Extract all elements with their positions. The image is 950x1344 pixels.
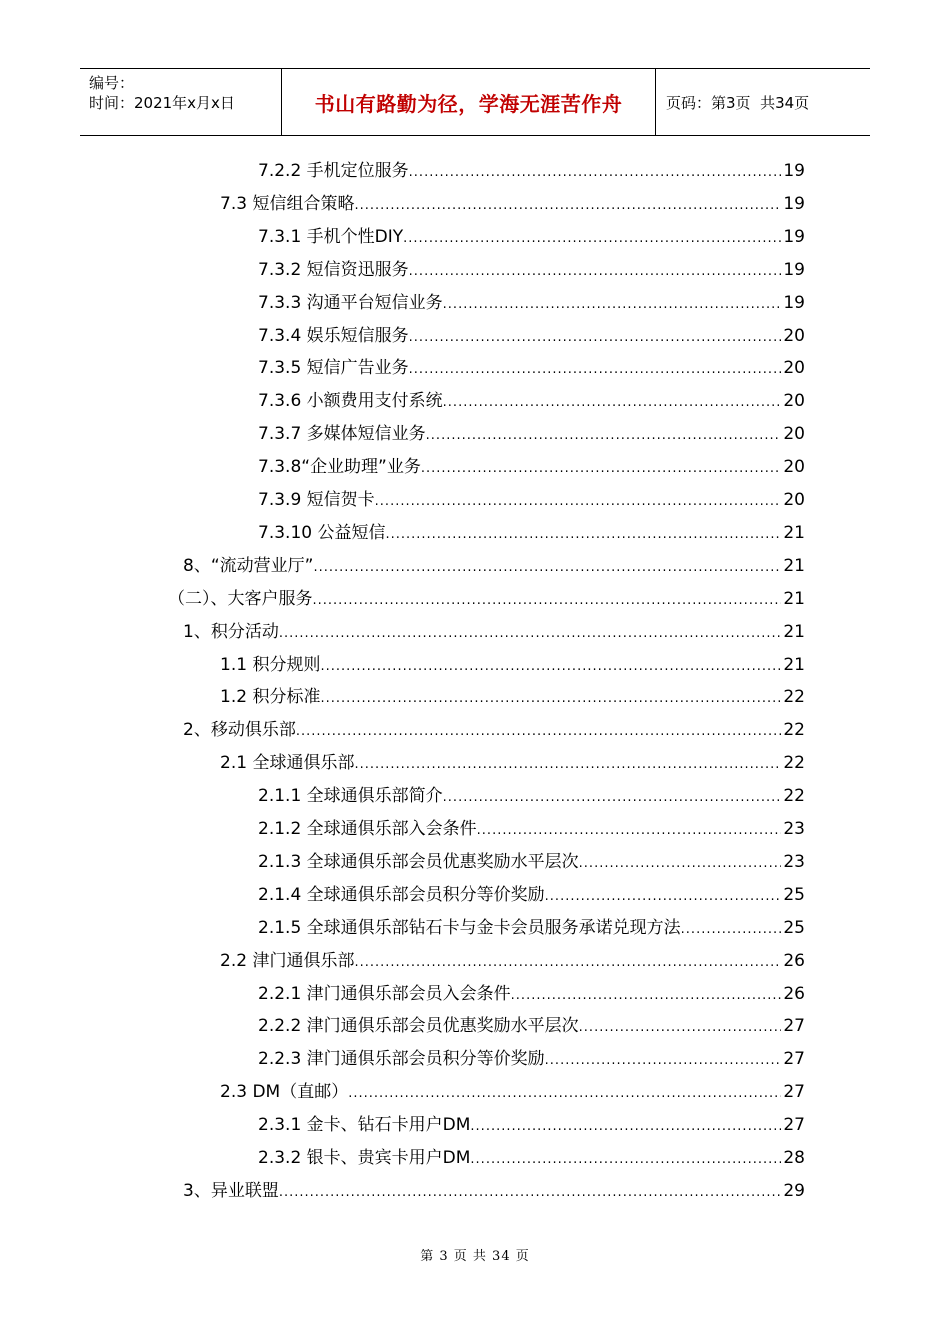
toc-entry[interactable] (258, 780, 805, 813)
toc-entry[interactable] (220, 188, 805, 221)
toc-entry-page: 22 (783, 786, 805, 807)
toc-entry-title: 7.3.10 公益短信 (258, 522, 386, 543)
toc-entry-title: 7.3.3 沟通平台短信业务 (258, 292, 443, 313)
toc-entry-page: 22 (783, 720, 805, 741)
toc-entry-page: 19 (783, 193, 805, 214)
toc-entry-page: 29 (783, 1180, 805, 1201)
code-label: 编号： (89, 74, 135, 92)
toc-entry[interactable] (258, 912, 805, 945)
toc-dot-leader (403, 222, 781, 255)
toc-entry-title: 2.1.5 全球通俱乐部钻石卡与金卡会员服务承诺兑现方法 (258, 917, 681, 938)
toc-entry[interactable] (258, 352, 805, 385)
toc-entry[interactable] (258, 254, 805, 287)
toc-entry-page: 23 (783, 851, 805, 872)
toc-entry-page: 21 (783, 621, 805, 642)
toc-entry-page: 26 (783, 950, 805, 971)
toc-entry-title: （二）、大客户服务 (168, 588, 313, 609)
toc-entry-page: 22 (783, 687, 805, 708)
toc-entry[interactable] (258, 451, 805, 484)
toc-entry[interactable] (220, 649, 805, 682)
toc-entry-page: 19 (783, 226, 805, 247)
toc-dot-leader (409, 321, 782, 354)
toc-dot-leader (385, 518, 781, 551)
toc-entry[interactable] (258, 813, 805, 846)
header-page-info (656, 69, 870, 135)
toc-dot-leader (426, 419, 782, 452)
toc-entry-title: 3、异业联盟 (183, 1180, 279, 1201)
toc-entry[interactable] (258, 418, 805, 451)
toc-dot-leader (409, 353, 782, 386)
toc-entry-title: 2.3.1 金卡、钻石卡用户DM (258, 1115, 471, 1136)
toc-entry-title: 2.1 全球通俱乐部 (220, 753, 355, 774)
toc-dot-leader (511, 979, 782, 1012)
toc-entry-page: 27 (783, 1016, 805, 1037)
toc-dot-leader (375, 485, 782, 518)
toc-entry[interactable] (258, 879, 805, 912)
toc-entry-title: 7.3.7 多媒体短信业务 (258, 424, 426, 445)
toc-entry-title: 2.1.3 全球通俱乐部会员优惠奖励水平层次 (258, 851, 579, 872)
toc-entry-title: 2.1.4 全球通俱乐部会员积分等价奖励 (258, 884, 545, 905)
toc-entry-title: 7.3.2 短信资迅服务 (258, 259, 409, 280)
toc-entry-page: 21 (783, 555, 805, 576)
toc-entry-title: 7.3.1 手机个性DIY (258, 226, 404, 247)
toc-dot-leader (579, 847, 782, 880)
toc-entry[interactable] (258, 517, 805, 550)
toc-entry[interactable] (220, 747, 805, 780)
toc-dot-leader (477, 814, 782, 847)
page-footer (0, 1245, 950, 1264)
toc-entry[interactable] (183, 1175, 805, 1208)
toc-entry-page: 27 (783, 1082, 805, 1103)
toc-dot-leader (279, 617, 782, 650)
toc-entry-page: 20 (783, 490, 805, 510)
toc-dot-leader (320, 682, 781, 715)
toc-entry[interactable] (258, 1142, 805, 1175)
toc-entry-title: 2.2.3 津门通俱乐部会员积分等价奖励 (258, 1049, 545, 1070)
toc-entry[interactable] (220, 1076, 805, 1109)
toc-entry-page: 21 (783, 522, 805, 543)
toc-entry-title: 7.3.6 小额费用支付系统 (258, 391, 443, 412)
toc-entry[interactable] (258, 1109, 805, 1142)
toc-entry-title: 2.3.2 银卡、贵宾卡用户DM (258, 1148, 471, 1168)
toc-entry-title: 2.1.2 全球通俱乐部入会条件 (258, 819, 477, 839)
toc-entry-page: 20 (783, 391, 805, 412)
toc-dot-leader (296, 715, 782, 748)
toc-dot-leader (354, 946, 781, 979)
toc-entry-page: 19 (783, 161, 805, 181)
header-meta (80, 69, 282, 135)
toc-entry-page: 21 (783, 588, 805, 609)
toc-entry-page: 28 (783, 1148, 805, 1168)
toc-entry-page: 20 (783, 325, 805, 346)
toc-entry[interactable] (258, 287, 805, 320)
toc-entry-title: 7.3.5 短信广告业务 (258, 358, 409, 379)
toc-entry-title: 2.2 津门通俱乐部 (220, 950, 355, 971)
footer-page-number: 第 3 页 共 34 页 (420, 1249, 530, 1264)
page-header (80, 68, 870, 136)
toc-entry-page: 27 (783, 1115, 805, 1136)
toc-entry-page: 26 (783, 983, 805, 1004)
toc-entry[interactable] (258, 221, 805, 254)
toc-entry-page: 27 (783, 1049, 805, 1070)
toc-entry-title: 7.2.2 手机定位服务 (258, 161, 409, 181)
toc-dot-leader (681, 913, 782, 946)
toc-entry[interactable] (258, 385, 805, 418)
toc-entry[interactable] (258, 846, 805, 879)
toc-entry-page: 22 (783, 753, 805, 774)
toc-entry-page: 25 (783, 917, 805, 938)
toc-entry-page: 20 (783, 358, 805, 379)
toc-entry[interactable] (258, 320, 805, 353)
toc-dot-leader (348, 1077, 781, 1110)
toc-entry-title: 7.3.9 短信贺卡 (258, 490, 375, 510)
toc-dot-leader (409, 156, 782, 189)
toc-entry[interactable] (258, 1043, 805, 1076)
toc-entry[interactable] (183, 714, 805, 747)
toc-dot-leader (409, 255, 782, 288)
toc-entry-title: 1、积分活动 (183, 621, 279, 642)
toc-entry-page: 23 (783, 819, 805, 839)
toc-entry-page: 25 (783, 884, 805, 905)
toc-entry-page: 21 (783, 654, 805, 675)
toc-entry[interactable] (183, 550, 805, 583)
toc-entry-title: 1.1 积分规则 (220, 654, 321, 675)
toc-entry-title: 2.2.1 津门通俱乐部会员入会条件 (258, 983, 511, 1004)
toc-entry[interactable] (220, 681, 805, 714)
toc-entry[interactable] (258, 978, 805, 1011)
toc-dot-leader (443, 781, 782, 814)
toc-dot-leader (443, 386, 782, 419)
toc-dot-leader (320, 650, 781, 683)
toc-dot-leader (313, 551, 781, 584)
header-motto (282, 69, 656, 135)
toc-entry-title: 7.3 短信组合策略 (220, 193, 355, 214)
toc-entry-title: 2.3 DM（直邮） (220, 1082, 349, 1103)
toc-entry-title: 2.1.1 全球通俱乐部简介 (258, 786, 443, 807)
toc-entry[interactable] (168, 583, 805, 616)
toc-dot-leader (545, 880, 782, 913)
toc-dot-leader (279, 1176, 782, 1209)
toc-entry[interactable] (220, 945, 805, 978)
toc-entry-title: 7.3.4 娱乐短信服务 (258, 325, 409, 346)
page-info-text: 页码：第3页 共34页 (666, 93, 810, 112)
toc-entry[interactable] (183, 616, 805, 649)
toc-entry[interactable] (258, 1010, 805, 1043)
toc-dot-leader (354, 189, 781, 222)
toc-dot-leader (470, 1143, 781, 1176)
toc-entry-title: 2、移动俱乐部 (183, 720, 296, 741)
toc-entry-title: 2.2.2 津门通俱乐部会员优惠奖励水平层次 (258, 1016, 579, 1037)
toc-entry[interactable] (258, 484, 805, 517)
toc-entry-page: 20 (783, 424, 805, 445)
toc-dot-leader (470, 1110, 781, 1143)
toc-entry-title: 1.2 积分标准 (220, 687, 321, 708)
toc-dot-leader (545, 1044, 782, 1077)
toc-entry[interactable] (258, 155, 805, 188)
time-label: 时间：2021年x月x日 (89, 94, 235, 112)
toc-dot-leader (354, 748, 781, 781)
toc-entry-page: 19 (783, 259, 805, 280)
motto-text: 书山有路勤为径，学海无涯苦作舟 (314, 91, 623, 116)
toc-dot-leader (579, 1011, 782, 1044)
toc-entry-title: 8、“流动营业厅” (183, 555, 314, 576)
toc-entry-page: 20 (783, 457, 805, 478)
toc-dot-leader (421, 452, 781, 485)
toc-dot-leader (313, 584, 782, 617)
toc-dot-leader (443, 288, 782, 321)
toc-entry-title: 7.3.8“企业助理”业务 (258, 457, 421, 478)
toc-entry-page: 19 (783, 292, 805, 313)
